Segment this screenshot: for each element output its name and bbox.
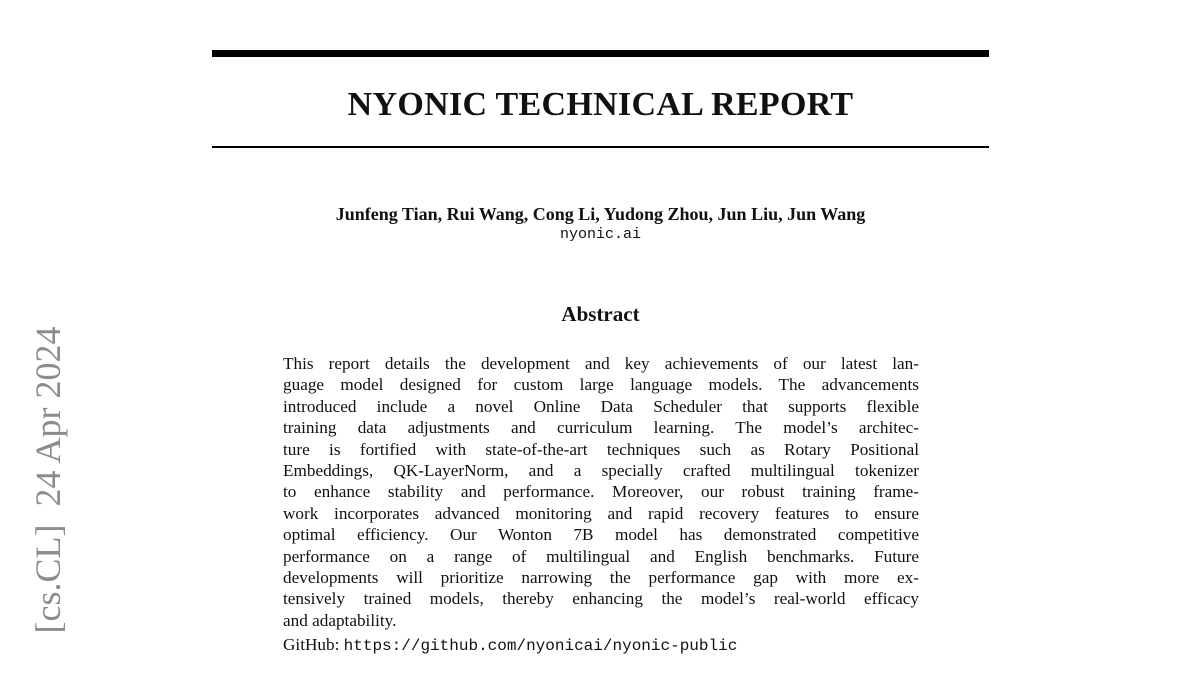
abstract-line: developments will prioritize narrowing the performance gap with more ex-: [283, 567, 919, 587]
abstract-line: to enhance stability and performance. Moreover, our robust training frame-: [283, 482, 919, 502]
title-top-rule: [212, 50, 989, 57]
abstract-line: and adaptability.: [283, 610, 397, 630]
title-bottom-rule: [212, 146, 989, 148]
affiliation: nyonic.ai: [559, 226, 641, 243]
abstract-line: work incorporates advanced monitoring and rapid recovery features to ensure: [283, 503, 919, 523]
author-list: Junfeng Tian, Rui Wang, Cong Li, Yudong Zhou, Jun Liu, Jun Wang: [335, 204, 866, 224]
github-line: [283, 634, 737, 657]
abstract-line: This report details the development and key achievements of our latest lan-: [283, 354, 919, 373]
abstract-line: introduced include a novel Online Data Scheduler that supports flexible: [283, 396, 919, 416]
abstract-line: optimal efficiency. Our Wonton 7B model has demonstrated competitive: [283, 525, 919, 545]
github-label: GitHub:: [283, 635, 340, 654]
arxiv-category[interactable]: [cs.CL]: [28, 524, 68, 634]
abstract-line: ture is fortified with state-of-the-art techniques such as Rotary Positional: [283, 439, 919, 459]
abstract-line: guage model designed for custom large language models. The advancements: [283, 375, 919, 395]
arxiv-side-stamp: [26, 270, 70, 690]
arxiv-date: 24 Apr 2024: [28, 326, 68, 507]
abstract-body: [283, 353, 919, 631]
abstract-line: performance on a range of multilingual and English benchmarks. Future: [283, 546, 919, 566]
abstract-line: tensively trained models, thereby enhancing the model’s real-world efficacy: [283, 589, 919, 609]
abstract-line: Embeddings, QK-LayerNorm, and a specially crafted multilingual tokenizer: [283, 460, 919, 480]
paper-title: NYONIC TECHNICAL REPORT: [347, 86, 854, 123]
abstract-line: training data adjustments and curriculum learning. The model’s architec-: [283, 418, 919, 438]
github-link[interactable]: https://github.com/nyonicai/nyonic-public: [343, 637, 738, 655]
abstract-heading: Abstract: [561, 302, 640, 326]
